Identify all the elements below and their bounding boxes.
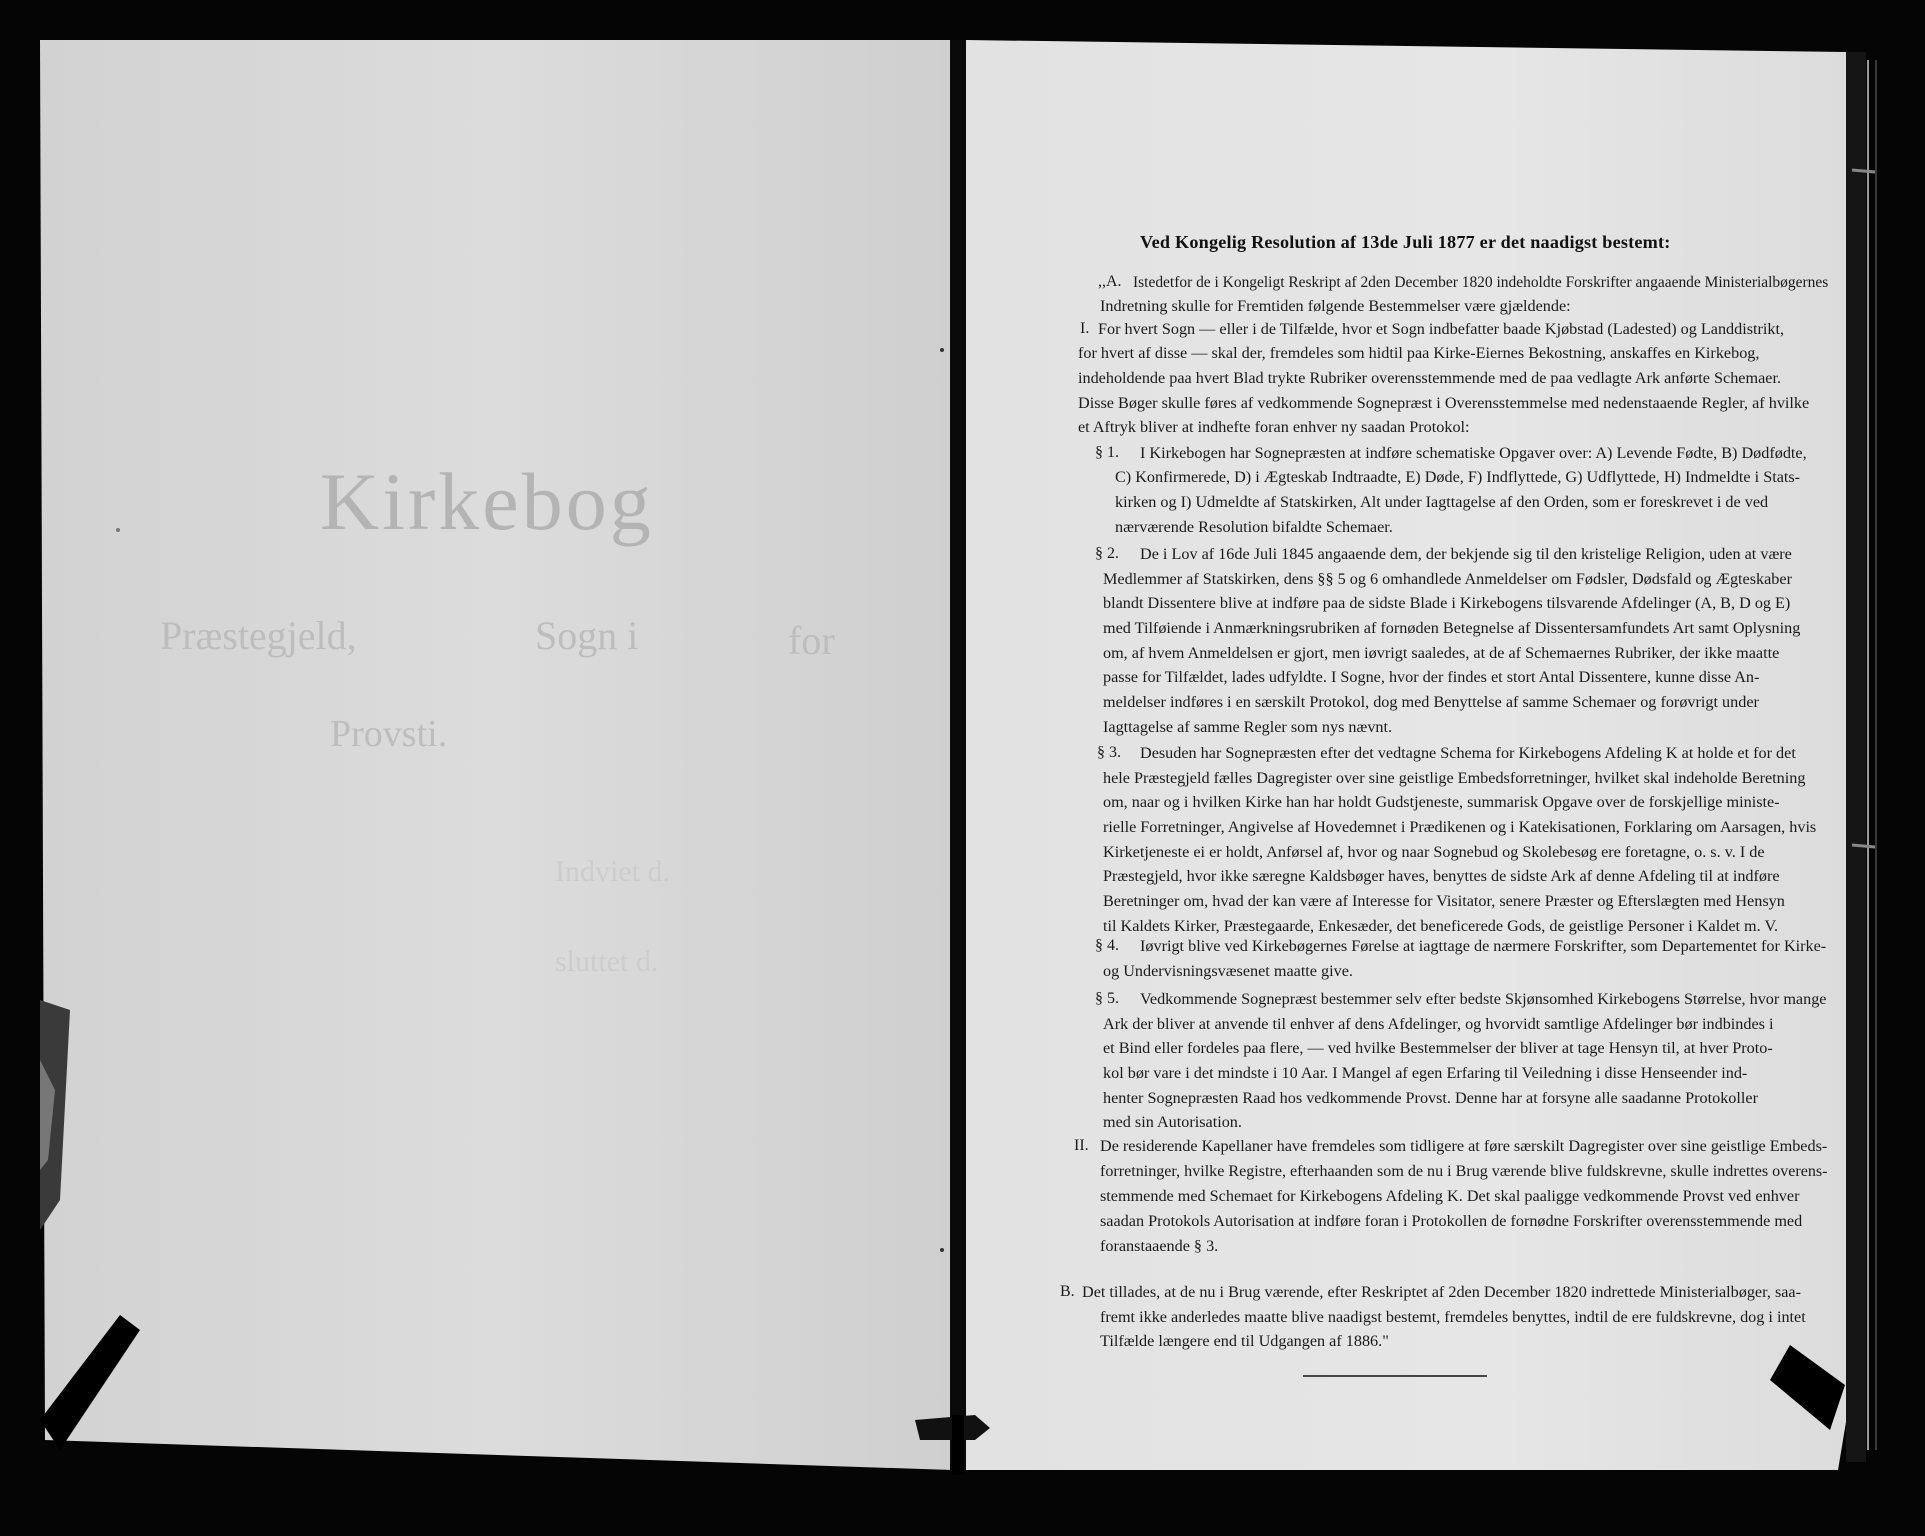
text-line: indeholdende paa hvert Blad trykte Rubriker overensstemmende med de paa vedlagte Ark anførte Schemaer. bbox=[1078, 369, 1782, 387]
text-line: De i Lov af 16de Juli 1845 angaaende dem, der bekjende sig til den kristelige Religion, uden at være bbox=[1140, 545, 1792, 563]
marker-s5: § 5. bbox=[1095, 990, 1119, 1007]
text-line: Det tillades, at de nu i Brug værende, efter Reskriptet af 2den December 1820 indrettede Ministerialbøger, saa- bbox=[1082, 1283, 1801, 1301]
text-line: hele Præstegjeld fælles Dagregister over sine geistlige Embedsforretninger, hvilket skal indeholde Beretning bbox=[1103, 769, 1806, 787]
text-line: et Bind eller fordeles paa flere, — ved hvilke Bestemmelser der bliver at tage Hensyn til, at hver Proto- bbox=[1103, 1039, 1773, 1057]
edge-tab bbox=[1852, 170, 1875, 172]
text-line: blandt Dissentere blive at indføre paa de sidste Blade i Kirkebogens tilsvarende Afdelinger (A, B, D og E) bbox=[1103, 594, 1791, 612]
gutter-dot bbox=[940, 348, 944, 352]
gutter bbox=[950, 40, 966, 1470]
marker-a: ,,A. bbox=[1098, 273, 1122, 290]
text-line: om, naar og i hvilken Kirke han har holdt Gudstjeneste, summarisk Opgave over de forskjellige ministe- bbox=[1103, 793, 1780, 811]
edge-tab-2 bbox=[1852, 845, 1875, 847]
marker-s3: § 3. bbox=[1097, 744, 1121, 761]
text-line: stemmende med Schemaet for Kirkebogens Afdeling K. Det skal paaligge vedkommende Provst ved enhver bbox=[1100, 1187, 1800, 1205]
left-speck bbox=[116, 528, 120, 532]
marker-ii: II. bbox=[1074, 1137, 1089, 1154]
text-line: henter Sognepræsten Raad hos vedkommende Provst. Denne har at forsyne alle saadanne Protokoller bbox=[1103, 1089, 1758, 1107]
text-line: Indretning skulle for Fremtiden følgende Bestemmelser være gjældende: bbox=[1100, 297, 1571, 315]
text-line: C) Konfirmerede, D) i Ægteskab Indtraadte, E) Døde, F) Indflyttede, G) Udflyttede, H) Indmeldte i Stats- bbox=[1115, 468, 1801, 486]
left-page bbox=[40, 40, 952, 1470]
left-line-for: for bbox=[788, 618, 835, 663]
left-page-title: Kirkebog bbox=[320, 456, 654, 547]
text-line: Desuden har Sognepræsten efter det vedtagne Schema for Kirkebogens Afdeling K at holde et for det bbox=[1140, 744, 1796, 762]
text-line: saadan Protokols Autorisation at indføre foran i Protokollen de fornødne Forskrifter overensstemmende med bbox=[1100, 1212, 1803, 1230]
left-line-provsti: Provsti. bbox=[330, 713, 448, 755]
marker-s4: § 4. bbox=[1095, 937, 1119, 954]
text-line: til Kaldets Kirker, Præstegaarde, Enkesæder, det beneficerede Gods, de geistlige Personer i Kaldet m. V. bbox=[1103, 917, 1779, 935]
marker-i: I. bbox=[1080, 320, 1090, 337]
text-line: Ark der bliver at anvende til enhver af dens Afdelinger, og hvorvidt samtlige Afdelinger bør indbindes i bbox=[1103, 1015, 1774, 1033]
right-page-edge bbox=[1846, 52, 1866, 1462]
text-line: rielle Forretninger, Angivelse af Hovedemnet i Prædikenen og i Katekisationen, Forklaring om Aarsagen, hvis bbox=[1103, 818, 1817, 836]
text-line: foranstaaende § 3. bbox=[1100, 1237, 1219, 1255]
text-line: For hvert Sogn — eller i de Tilfælde, hvor et Sogn indbefatter baade Kjøbstad (Ladested) og Landdistrikt, bbox=[1098, 320, 1785, 338]
text-line: Disse Bøger skulle føres af vedkommende Sognepræst i Overensstemmelse med nedenstaaende Regler, af hvilke bbox=[1078, 394, 1810, 412]
text-line: Vedkommende Sognepræst bestemmer selv efter bedste Skjønsomhed Kirkebogens Størrelse, hvor mange bbox=[1140, 990, 1827, 1008]
text-line: Istedetfor de i Kongeligt Reskript af 2den December 1820 indeholdte Forskrifter angaaende Ministerialbøgernes bbox=[1133, 273, 1829, 291]
text-line: Kirketjeneste ei er holdt, Anførsel af, hvor og naar Sognebud og Skolebesøg ere foretagne, o. s. v. I de bbox=[1103, 843, 1765, 861]
text-line: Beretninger om, hvad der kan være af Interesse for Visitator, senere Præster og Efterslægten med Hensyn bbox=[1103, 892, 1785, 910]
text-line: med sin Autorisation. bbox=[1103, 1113, 1242, 1131]
text-line: kirken og I) Udmeldte af Statskirken, Alt under Iagttagelse af den Orden, som er foreskrevet i de ved bbox=[1115, 493, 1769, 511]
text-line: passe for Tilfældet, lades udfyldte. I Sogne, hvor der findes et stort Antal Dissentere, kunne disse An- bbox=[1103, 668, 1760, 686]
marker-b: B. bbox=[1060, 1283, 1075, 1300]
text-line: Medlemmer af Statskirken, dens §§ 5 og 6 omhandlede Anmeldelser om Fødsler, Dødsfald og Ægteskaber bbox=[1103, 570, 1792, 588]
left-line-sogn: Sogn i bbox=[535, 613, 639, 658]
text-line: forretninger, hvilke Registre, efterhaanden som de nu i Brug værende blive fuldskrevne, skulle indrettes overens- bbox=[1100, 1162, 1828, 1180]
marker-s2: § 2. bbox=[1095, 545, 1119, 562]
marker-s1: § 1. bbox=[1095, 444, 1119, 461]
text-line: og Undervisningsvæsenet maatte give. bbox=[1103, 962, 1353, 980]
left-line-indviet: Indviet d. bbox=[555, 855, 670, 888]
text-line: Præstegjeld, hvor ikke særegne Kaldsbøger haves, benyttes de sidste Ark af denne Afdeling til at indføre bbox=[1103, 867, 1780, 885]
text-line: nærværende Resolution bifaldte Schemaer. bbox=[1115, 518, 1393, 536]
text-line: for hvert af disse — skal der, fremdeles som hidtil paa Kirke-Eiernes Bekostning, anskaffes en Kirkebog, bbox=[1078, 344, 1760, 362]
text-line: om, af hvem Anmeldelsen er gjort, men iøvrigt saaledes, at de af Schemaernes Rubriker, der ikke maatte bbox=[1103, 644, 1780, 662]
left-line-sluttet: sluttet d. bbox=[555, 945, 659, 978]
text-line: Tilfælde længere end til Udgangen af 1886." bbox=[1100, 1332, 1389, 1350]
text-line: med Tilføiende i Anmærkningsrubriken af fornøden Betegnelse af Dissentersamfundets Art samt Oplysning bbox=[1103, 619, 1801, 637]
gutter-dot-2 bbox=[940, 1248, 944, 1252]
text-line: meldelser indføres i en særskilt Protokol, dog med Benyttelse af samme Schemaer og forøvrigt under bbox=[1103, 693, 1759, 711]
text-line: Iagttagelse af samme Regler som nys nævnt. bbox=[1103, 718, 1393, 736]
text-line: De residerende Kapellaner have fremdeles som tidligere at føre særskilt Dagregister over sine geistlige Embeds- bbox=[1100, 1137, 1828, 1155]
left-line-praestegjeld: Præstegjeld, bbox=[160, 613, 357, 658]
resolution-heading: Ved Kongelig Resolution af 13de Juli 1877 er det naadigst bestemt: bbox=[1140, 232, 1671, 252]
text-line: et Aftryk bliver at indhefte foran enhver ny saadan Protokol: bbox=[1078, 418, 1470, 436]
text-line: Iøvrigt blive ved Kirkebøgernes Førelse at iagttage de nærmere Forskrifter, som Departementet for Kirke- bbox=[1140, 937, 1827, 955]
text-line: kol bør vare i det mindste i 10 Aar. I Mangel af egen Erfaring til Veiledning i disse Henseender ind- bbox=[1103, 1064, 1748, 1082]
text-line: I Kirkebogen har Sognepræsten at indføre schematiske Opgaver over: A) Levende Fødte, B) Dødfødte, bbox=[1140, 444, 1807, 462]
text-line: fremt ikke anderledes maatte blive naadigst bestemt, fremdeles benyttes, indtil de ere fuldskrevne, dog i intet bbox=[1100, 1308, 1806, 1326]
